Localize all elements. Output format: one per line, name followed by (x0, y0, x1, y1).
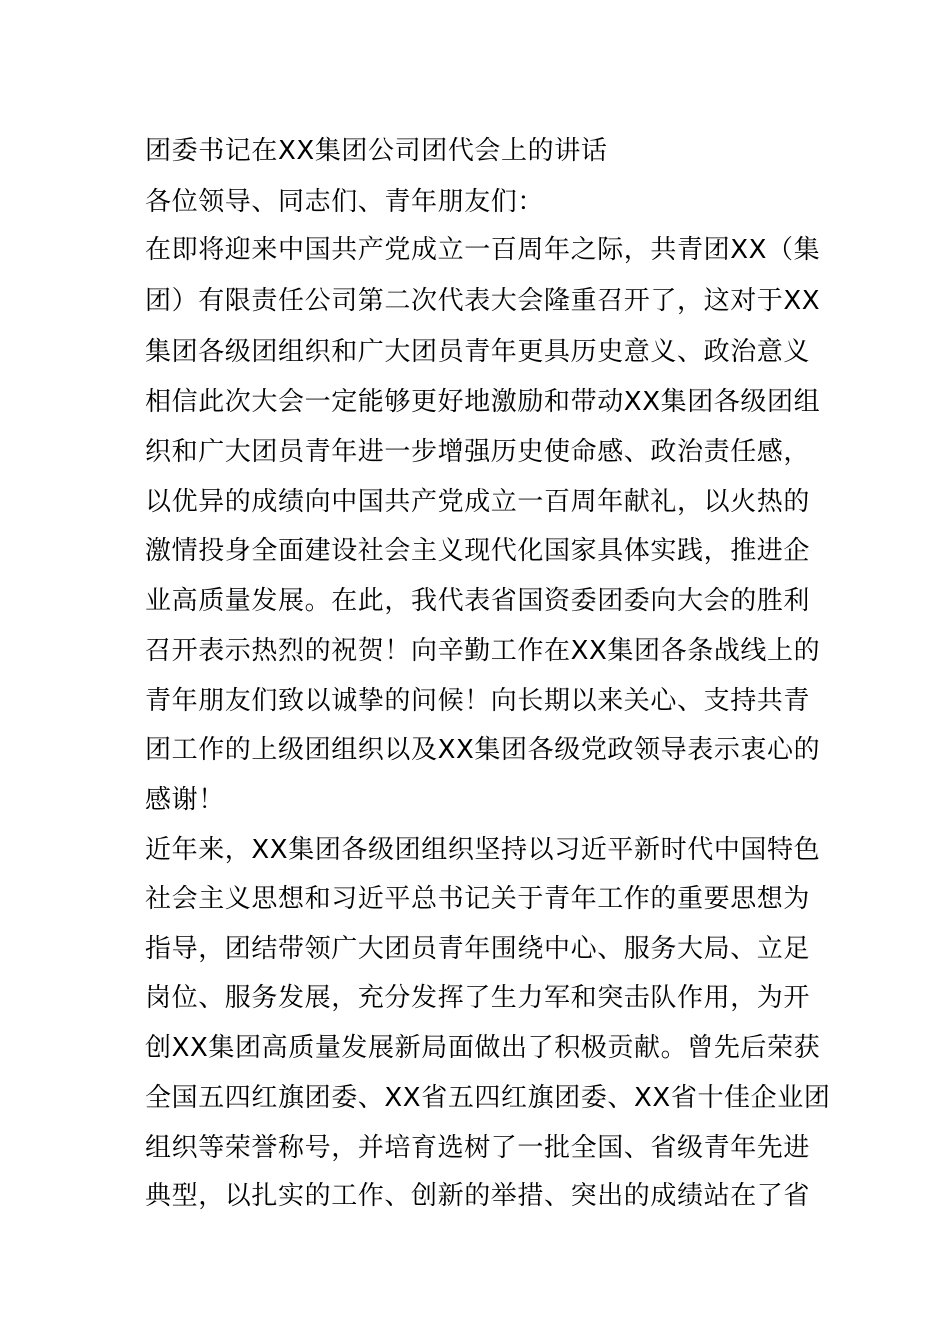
paragraph-line: 青年朋友们致以诚挚的问候！向长期以来关心、支持共青 (145, 686, 811, 716)
paragraph-line: 业高质量发展。在此，我代表省国资委团委向大会的胜利 (145, 586, 811, 616)
paragraph-line: 典型，以扎实的工作、创新的举措、突出的成绩站在了省 (145, 1181, 811, 1211)
paragraph-line: 全国五四红旗团委、XX省五四红旗团委、XX省十佳企业团 (145, 1083, 831, 1113)
paragraph-line: 在即将迎来中国共产党成立一百周年之际，共青团XX（集 (145, 235, 821, 265)
paragraph-line: 召开表示热烈的祝贺！向辛勤工作在XX集团各条战线上的 (145, 636, 821, 666)
paragraph-line: 近年来，XX集团各级团组织坚持以习近平新时代中国特色 (145, 835, 821, 865)
paragraph-line: 织和广大团员青年进一步增强历史使命感、政治责任感， (145, 437, 811, 467)
salutation: 各位领导、同志们、青年朋友们： (145, 187, 545, 217)
paragraph-line: 激情投身全面建设社会主义现代化国家具体实践，推进企 (145, 536, 811, 566)
paragraph-line: 岗位、服务发展，充分发挥了生力军和突击队作用，为开 (145, 983, 811, 1013)
paragraph-line: 指导，团结带领广大团员青年围绕中心、服务大局、立足 (145, 934, 811, 964)
paragraph-line: 集团各级团组织和广大团员青年更具历史意义、政治意义 (145, 337, 811, 367)
paragraph-line: 相信此次大会一定能够更好地激励和带动XX集团各级团组 (145, 387, 821, 417)
paragraph-line: 团工作的上级团组织以及XX集团各级党政领导表示衷心的 (145, 735, 821, 765)
paragraph-line: 感谢！ (145, 785, 225, 815)
paragraph-line: 以优异的成绩向中国共产党成立一百周年献礼，以火热的 (145, 487, 811, 517)
paragraph-line: 创XX集团高质量发展新局面做出了积极贡献。曾先后荣获 (145, 1033, 821, 1063)
paragraph-line: 团）有限责任公司第二次代表大会隆重召开了，这对于XX (145, 286, 821, 316)
document-title: 团委书记在XX集团公司团代会上的讲话 (145, 136, 608, 166)
paragraph-line: 社会主义思想和习近平总书记关于青年工作的重要思想为 (145, 884, 811, 914)
paragraph-line: 组织等荣誉称号，并培育选树了一批全国、省级青年先进 (145, 1133, 811, 1163)
